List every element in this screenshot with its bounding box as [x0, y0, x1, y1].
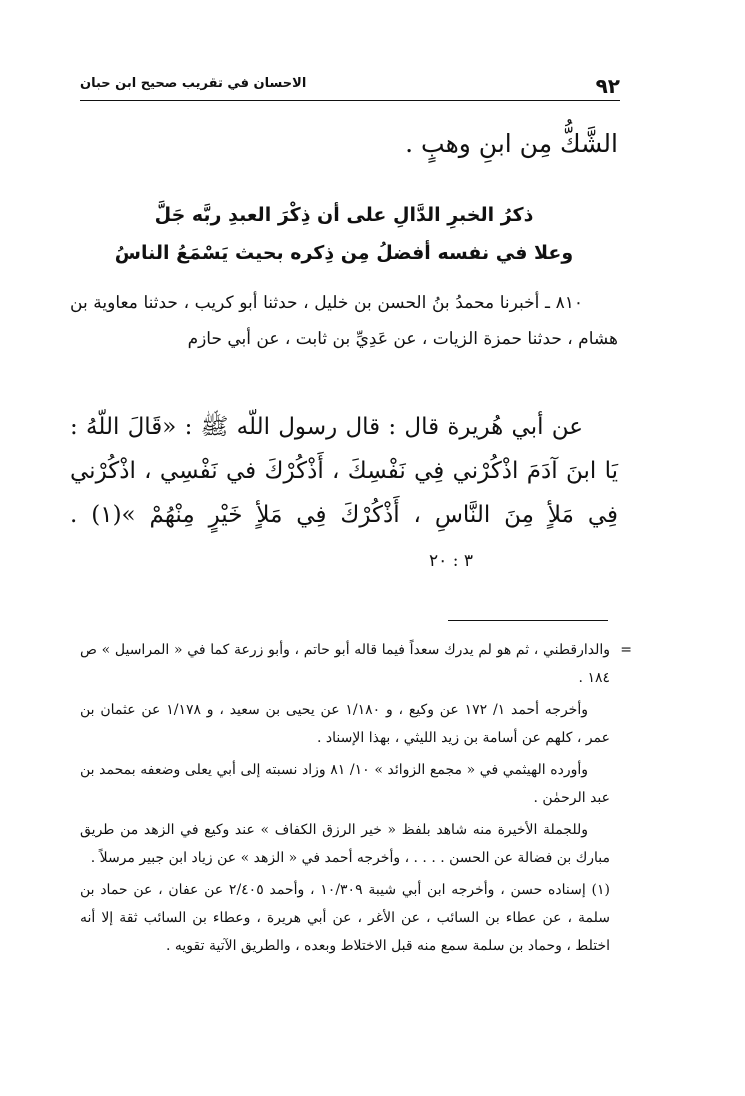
footnote-number: (١): [591, 882, 610, 898]
footnote-1: [80, 876, 610, 960]
footnote-paragraph-1: [80, 636, 632, 692]
hadith-isnad: ٨١٠ ـ أخبرنا محمدُ بنُ الحسن بن خليل ، حدثنا أبو كريب ، حدثنا معاوية بن هشام ، حدثنا حمزة الزيات ، عن عَدِيِّ بن ثابت ، عن أبي حازم: [70, 293, 618, 349]
footnotes: [80, 636, 632, 960]
hadith-matn: [70, 405, 618, 583]
running-title: الاحسان في تقريب صحيح ابن حبان: [80, 76, 307, 91]
footnote-1-text: إسناده حسن ، وأخرجه ابن أبي شيبة ١٠/٣٠٩ ، وأحمد ٢/٤٠٥ عن عفان ، عن حماد بن سلمة ، عن عطاء بن السائب ، عن الأغر ، عن أبي هريرة ، وعطاء بن السائب ثقة إلا أنه اختلط ، وحماد بن سلمة سمع منه قبل الاختلاط وبعده ، والطريق الآتية تقويه .: [80, 882, 610, 954]
footnote-paragraph-4: وللجملة الأخيرة منه شاهد بلفظ « خير الرزق الكفاف » عند وكيع في الزهد من طريق مبارك بن فضالة عن الحسن . . . . ، وأخرجه أحمد في « الزهد » عن زياد ابن جبير مرسلاً .: [80, 822, 610, 866]
page-number: ٩٢: [595, 74, 620, 98]
chapter-heading: [70, 196, 618, 272]
footnote-paragraph-3: وأورده الهيثمي في « مجمع الزوائد » ١٠/ ٨١ وزاد نسبته إلى أبي يعلى وضعفه بمحمد بن عبد الرحمٰن .: [80, 762, 610, 806]
chapter-heading-line-1: ذكرُ الخبرِ الدَّالِ على أن ذِكْرَ العبدِ ربَّه جَلَّ: [154, 204, 534, 226]
footnote-paragraph-2: وأخرجه أحمد ١/ ١٧٢ عن وكيع ، و ١/١٨٠ عن يحيى بن سعيد ، و ١/١٧٨ عن عثمان بن عمر ، كلهم عن أسامة بن زيد الليثي ، بهذا الإسناد .: [80, 702, 610, 746]
page-header: [80, 70, 620, 100]
chapter-heading-line-2: وعلا في نفسه أفضلُ مِن ذِكره بحيث يَسْمَعُ الناسُ: [114, 242, 574, 264]
footnote-separator: [448, 620, 608, 621]
continuation-mark: =: [620, 642, 632, 658]
header-rule: [80, 100, 620, 101]
continuation-line: الشَّكُّ مِن ابنِ وهبٍ .: [405, 129, 618, 158]
hadith-reference: ٣ : ٢٠: [429, 551, 473, 571]
hadith-text: عن أبي هُريرة قال : قال رسول اللّه ﷺ : «قَالَ اللّهُ : يَا ابنَ آدَمَ اذْكُرْني فِي نَفْسِكَ ، أَذْكُرْكَ في نَفْسِي ، اذْكُرْني فِي مَلأٍ مِنَ النَّاسِ ، أَذْكُرْكَ فِي مَلأٍ خَيْرٍ مِنْهُمْ »(١) .: [70, 414, 618, 528]
footnote-text: والدارقطني ، ثم هو لم يدرك سعداً فيما قاله أبو حاتم ، وأبو زرعة كما في « المراسيل » ص ١٨٤ .: [80, 642, 610, 686]
